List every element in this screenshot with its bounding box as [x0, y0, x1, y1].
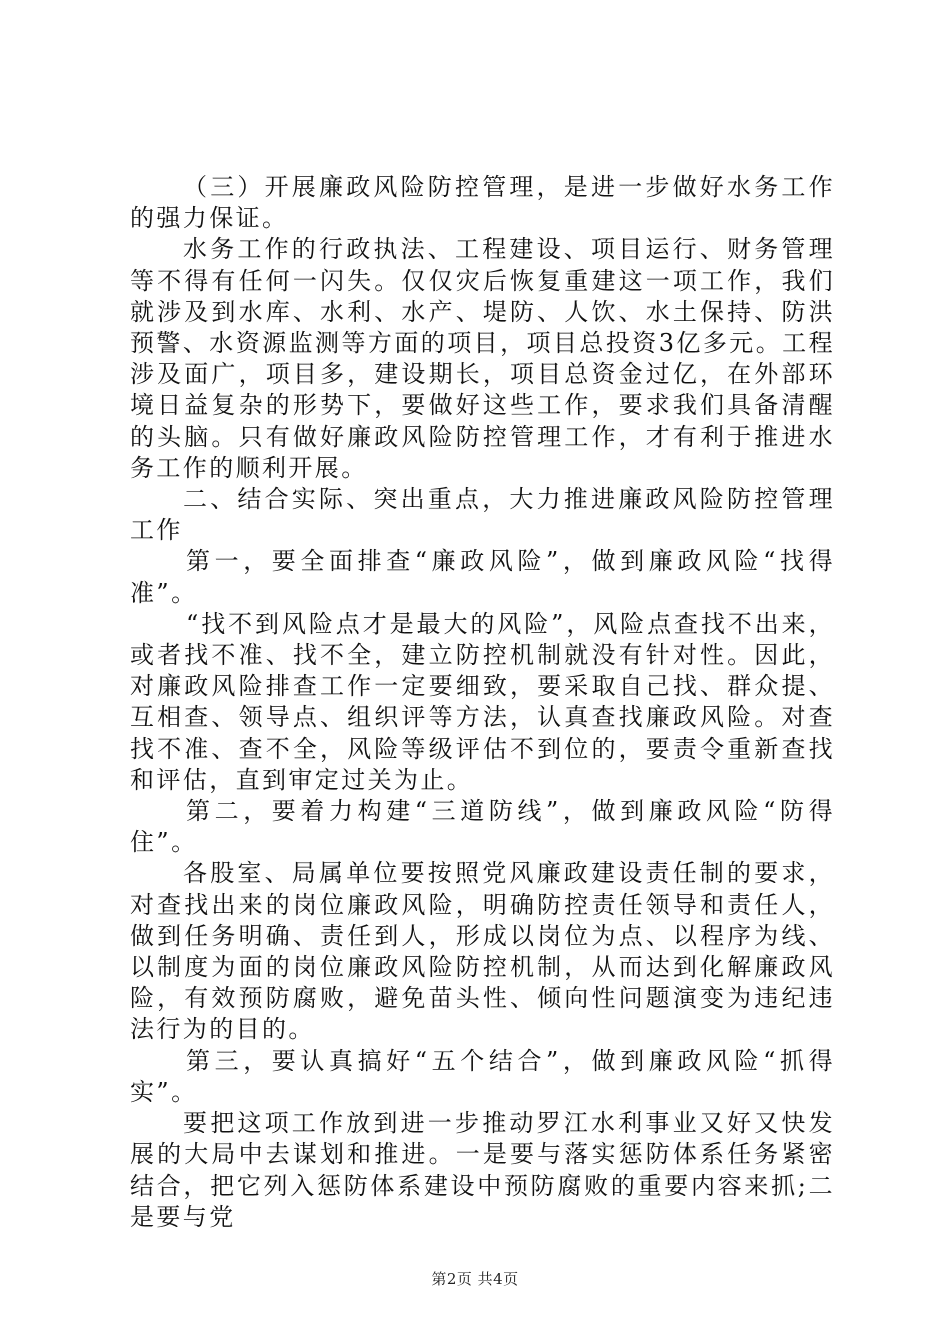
page-indicator: 第2页 共4页	[431, 1270, 519, 1288]
paragraph-defense-lines: 各股室、局属单位要按照党风廉政建设责任制的要求，对查找出来的岗位廉政风险，明确防控责任领导和责任人，做到任务明确、责任到人，形成以岗位为点、以程序为线、以制度为面的岗位廉政风险防控机制，从而达到化解廉政风险，有效预防腐败，避免苗头性、倾向性问题演变为违纪违法行为的目的。	[130, 859, 835, 1044]
document-body	[130, 172, 835, 1233]
paragraph-risk-check: “找不到风险点才是最大的风险”，风险点查找不出来，或者找不准、找不全，建立防控机制就没有针对性。因此，对廉政风险排查工作一定要细致，要采取自己找、群众提、互相查、领导点、组织评等方法，认真查找廉政风险。对查找不准、查不全，风险等级评估不到位的，要责令重新查找和评估，直到审定过关为止。	[130, 609, 835, 794]
paragraph-second-point: 第二，要着力构建“三道防线”，做到廉政风险“防得住”。	[130, 797, 835, 857]
paragraph-water-affairs: 水务工作的行政执法、工程建设、项目运行、财务管理等不得有任何一闪失。仅仅灾后恢复重建这一项工作，我们就涉及到水库、水利、水产、堤防、人饮、水土保持、防洪预警、水资源监测等方面的项目，项目总投资3亿多元。工程涉及面广，项目多，建设期长，项目总资金过亿，在外部环境日益复杂的形势下，要做好这些工作，要求我们具备清醒的头脑。只有做好廉政风险防控管理工作，才有利于推进水务工作的顺利开展。	[130, 235, 835, 482]
paragraph-section-3-heading: （三）开展廉政风险防控管理，是进一步做好水务工作的强力保证。	[130, 173, 835, 233]
paragraph-section-2-heading: 二、结合实际、突出重点，大力推进廉政风险防控管理工作	[130, 485, 835, 545]
page-footer	[0, 1268, 950, 1289]
paragraph-third-point: 第三，要认真搞好“五个结合”，做到廉政风险“抓得实”。	[130, 1046, 835, 1106]
paragraph-five-combinations: 要把这项工作放到进一步推动罗江水利事业又好又快发展的大局中去谋划和推进。一是要与落实惩防体系任务紧密结合，把它列入惩防体系建设中预防腐败的重要内容来抓;二是要与党	[130, 1109, 835, 1231]
paragraph-first-point: 第一，要全面排查“廉政风险”，做到廉政风险“找得准”。	[130, 547, 835, 607]
